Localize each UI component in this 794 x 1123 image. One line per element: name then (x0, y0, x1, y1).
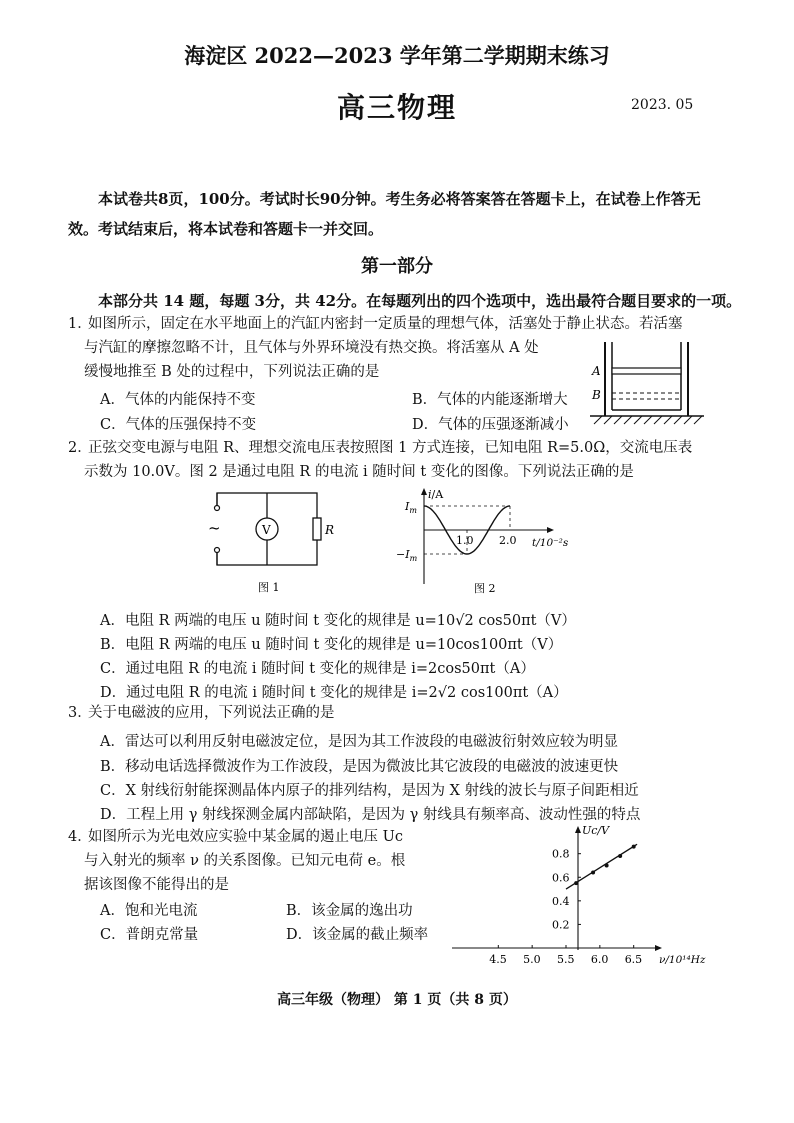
graph2-ytick-top: $I_m$ (405, 500, 417, 515)
q4-x-axis-arrow (655, 945, 662, 951)
q4-y-tick-2: 0.6 (552, 871, 570, 885)
exam-instructions: 本试卷共8页，100分。考试时长90分钟。考生务必将答案答在答题卡上，在试卷上作答无效。考试结束后，将本试卷和答题卡一并交回。 (68, 190, 701, 238)
part-title: 第一部分 (361, 256, 433, 277)
graph2-ytick-bottom: $-I_m$ (396, 548, 418, 563)
q3-option-d: D．工程上用 γ 射线探测金属内部缺陷，是因为 γ 射线具有频率高、波动性强的特点 (100, 807, 641, 823)
q4-data-point-4 (632, 845, 636, 849)
q1-number: 1． (68, 316, 92, 332)
q2-option-b: B．电阻 R 两端的电压 u 随时间 t 变化的规律是 u=10cos100πt（V） (100, 637, 563, 653)
q4-y-tick-3: 0.8 (552, 847, 570, 861)
q1-option-b: B．气体的内能逐渐增大 (412, 392, 568, 408)
q1-line-3: 缓慢地推至 B 处的过程中，下列说法正确的是 (84, 364, 380, 380)
page-footer: 高三年级（物理） 第 1 页（共 8 页） (277, 992, 517, 1008)
q4-x-tick-4: 6.5 (624, 953, 643, 966)
q1-cylinder-figure (570, 338, 710, 430)
q1-line-2: 与汽缸的摩擦忽略不计，且气体与外界环境没有热交换。将活塞从 A 处 (84, 340, 539, 356)
ac-source-symbol: ~ (208, 519, 221, 537)
graph2-ylabel: i/A (428, 488, 444, 501)
q4-option-d: D．该金属的截止频率 (286, 927, 429, 943)
graph2-xtick-2: 2.0 (499, 534, 517, 547)
q2-line-2: 示数为 10.0V。图 2 是通过电阻 R 的电流 i 随时间 t 变化的图像。下列说法正确的是 (84, 464, 634, 480)
q4-option-c: C．普朗克常量 (100, 927, 199, 943)
q4-x-tick-3: 6.0 (590, 953, 609, 966)
graph2-xtick-1: 1.0 (456, 534, 474, 547)
q4-data-point-0 (574, 881, 578, 885)
q3-number: 3． (68, 705, 92, 721)
q2-option-c: C．通过电阻 R 的电流 i 随时间 t 变化的规律是 i=2cos50πt（A） (100, 661, 535, 677)
q2-current-graph (392, 484, 582, 598)
q1-option-a: A．气体的内能保持不变 (100, 392, 256, 408)
q3-option-c: C．X 射线衍射能探测晶体内原子的排列结构，是因为 X 射线的波长与原子间距相近 (100, 783, 639, 799)
q4-data-point-3 (618, 854, 622, 858)
q4-y-axis-arrow (575, 826, 581, 833)
q4-number: 4． (68, 829, 92, 845)
q4-line-3: 据该图像不能得出的是 (84, 877, 229, 893)
q1-line-1: 1．如图所示，固定在水平地面上的汽缸内密封一定质量的理想气体，活塞处于静止状态。若活塞 (68, 313, 683, 335)
graph2-xlabel: t/10⁻²s (532, 537, 569, 549)
q4-line-1: 4．如图所示为光电效应实验中某金属的遏止电压 Uc (68, 826, 403, 848)
resistor-label: R (325, 523, 335, 537)
q4-stopping-voltage-chart (448, 820, 714, 968)
q2-line-1: 2．正弦交变电源与电阻 R、理想交流电压表按照图 1 方式连接，已知电阻 R=5.0Ω，交流电压表 (68, 437, 692, 459)
q4-line-2: 与入射光的频率 ν 的关系图像。已知元电荷 e。根 (84, 853, 406, 869)
q4-data-point-2 (605, 863, 609, 867)
q2-option-d: D．通过电阻 R 的电流 i 随时间 t 变化的规律是 i=2√2 cos100πt（A） (100, 685, 568, 701)
q1-option-c: C．气体的压强保持不变 (100, 417, 257, 433)
q4-y-tick-0: 0.2 (552, 918, 570, 932)
q4-x-tick-1: 5.0 (523, 953, 541, 966)
q4-x-tick-2: 5.5 (557, 953, 575, 966)
q3-option-a: A．雷达可以利用反射电磁波定位，是因为其工作波段的电磁波衍射效应较为明显 (100, 734, 618, 750)
part-instructions: 本部分共 14 题，每题 3分，共 42分。在每题列出的四个选项中，选出最符合题目要求的一项。 (98, 292, 742, 310)
fig1-caption: 图 1 (258, 581, 280, 594)
ground-hatching (594, 416, 702, 424)
q4-option-a: A．饱和光电流 (100, 903, 198, 919)
q3-stem: 3．关于电磁波的应用，下列说法正确的是 (68, 702, 335, 724)
exam-subject: 高三物理 (336, 91, 457, 124)
voltmeter-label: V (262, 523, 271, 537)
q1-option-d: D．气体的压强逐渐减小 (412, 417, 569, 433)
exam-title: 海淀区 2022—2023 学年第二学期期末练习 (184, 43, 610, 68)
q4-x-axis-label: ν/10¹⁴Hz (659, 954, 706, 966)
fig2-caption: 图 2 (474, 582, 496, 595)
resistor-icon (313, 518, 321, 540)
q4-option-b: B．该金属的逸出功 (286, 903, 413, 919)
q1-label-a: A (592, 364, 601, 378)
exam-date: 2023. 05 (631, 97, 694, 113)
q4-y-axis-label: Uc/V (582, 824, 610, 837)
q4-x-tick-0: 4.5 (489, 953, 507, 966)
q3-option-b: B．移动电话选择微波作为工作波段，是因为微波比其它波段的电磁波的波速更快 (100, 759, 619, 775)
q2-option-a: A．电阻 R 两端的电压 u 随时间 t 变化的规律是 u=10√2 cos50πt（V） (100, 613, 576, 629)
q2-circuit-figure (200, 488, 340, 598)
q1-label-b: B (592, 388, 601, 402)
q4-y-tick-1: 0.4 (552, 894, 570, 908)
q2-number: 2． (68, 440, 92, 456)
q4-data-point-1 (591, 871, 595, 875)
